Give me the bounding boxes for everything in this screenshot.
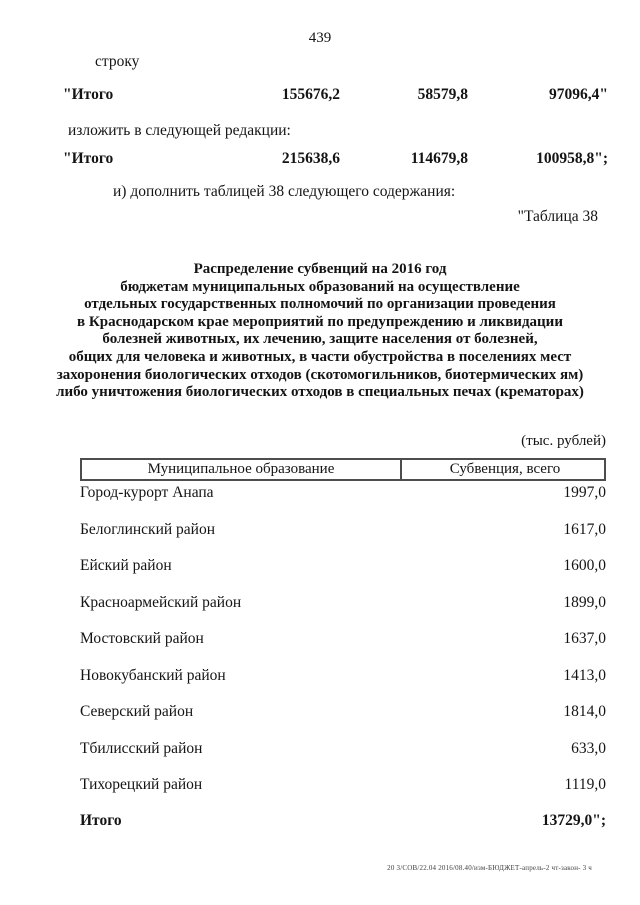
table-row	[80, 740, 606, 777]
table-row	[80, 484, 606, 521]
restate-line: изложить в следующей редакции:	[68, 122, 291, 139]
old-total-value-2: 58579,8	[417, 86, 468, 103]
municipality-name: Северский район	[80, 703, 194, 720]
footer-stamp: 20 3/СОВ/22.04 2016/08.40/изм-БЮДЖЕТ-апрель-2 чт-закон- 3 ч	[387, 864, 592, 872]
municipality-name: Город-курорт Анапа	[80, 484, 214, 501]
table-row	[80, 703, 606, 740]
new-total-value-3: 100958,8";	[536, 150, 608, 167]
supplement-line: и) дополнить таблицей 38 следующего содержания:	[113, 183, 456, 200]
title-line-2: бюджетам муниципальных образований на осуществление	[120, 278, 520, 295]
title-line-8: либо уничтожения биологических отходов в специальных печах (крематорах)	[56, 384, 584, 401]
municipality-name: Новокубанский район	[80, 666, 226, 684]
municipality-name: Тихорецкий район	[80, 776, 203, 793]
amendment-old-total-row	[63, 86, 608, 104]
subvention-value: 1899,0	[563, 593, 606, 611]
table-row	[80, 557, 606, 594]
column-header-municipality: Муниципальное образование	[82, 460, 402, 479]
subvention-table-body	[80, 484, 606, 813]
municipality-name: Красноармейский район	[80, 593, 242, 611]
title-line-6: общих для человека и животных, в части обустройства в поселениях мест	[68, 348, 572, 365]
table-38-caption-ref: "Таблица 38	[517, 208, 598, 225]
title-line-5: болезней животных, их лечению, защите населения от болезней,	[102, 331, 538, 348]
units-note: (тыс. рублей)	[521, 433, 606, 449]
table-row	[80, 630, 606, 667]
municipality-name: Мостовский район	[80, 630, 204, 647]
municipality-name: Белоглинский район	[80, 520, 216, 538]
table-row	[80, 594, 606, 631]
subvention-value: 1617,0	[563, 520, 606, 538]
column-header-subvention-total: Субвенция, всего	[449, 461, 561, 477]
subvention-table-header	[80, 458, 606, 481]
stroku-label: строку	[95, 53, 140, 70]
subvention-value: 1997,0	[563, 484, 606, 501]
amendment-new-total-row	[63, 150, 608, 168]
subvention-value: 633,0	[571, 739, 606, 757]
subvention-value: 1413,0	[563, 666, 606, 684]
title-line-1: Распределение субвенций на 2016 год	[193, 261, 447, 277]
subvention-value: 1814,0	[563, 703, 606, 720]
old-total-label: "Итого	[63, 86, 114, 103]
subvention-value: 1600,0	[563, 557, 606, 574]
municipality-name: Тбилисский район	[80, 739, 203, 757]
subvention-value: 1637,0	[563, 630, 606, 647]
total-label: Итого	[80, 812, 122, 829]
subvention-value: 1119,0	[564, 776, 606, 793]
table-row	[80, 521, 606, 558]
new-total-label: "Итого	[63, 150, 114, 167]
title-line-4: в Краснодарском крае мероприятий по предупреждению и ликвидации	[77, 313, 563, 330]
page-number: 439	[308, 30, 332, 46]
table-row	[80, 776, 606, 813]
table-38-title	[20, 261, 620, 402]
total-value: 13729,0";	[541, 812, 606, 829]
title-line-3: отдельных государственных полномочий по организации проведения	[84, 296, 556, 313]
old-total-value-1: 155676,2	[281, 86, 340, 103]
title-line-7: захоронения биологических отходов (скотомогильников, биотермических ям)	[56, 366, 584, 383]
table-row	[80, 667, 606, 704]
table-total-row	[80, 812, 606, 830]
municipality-name: Ейский район	[80, 557, 172, 574]
new-total-value-1: 215638,6	[281, 150, 340, 167]
old-total-value-3: 97096,4"	[549, 86, 608, 103]
new-total-value-2: 114679,8	[410, 150, 468, 167]
